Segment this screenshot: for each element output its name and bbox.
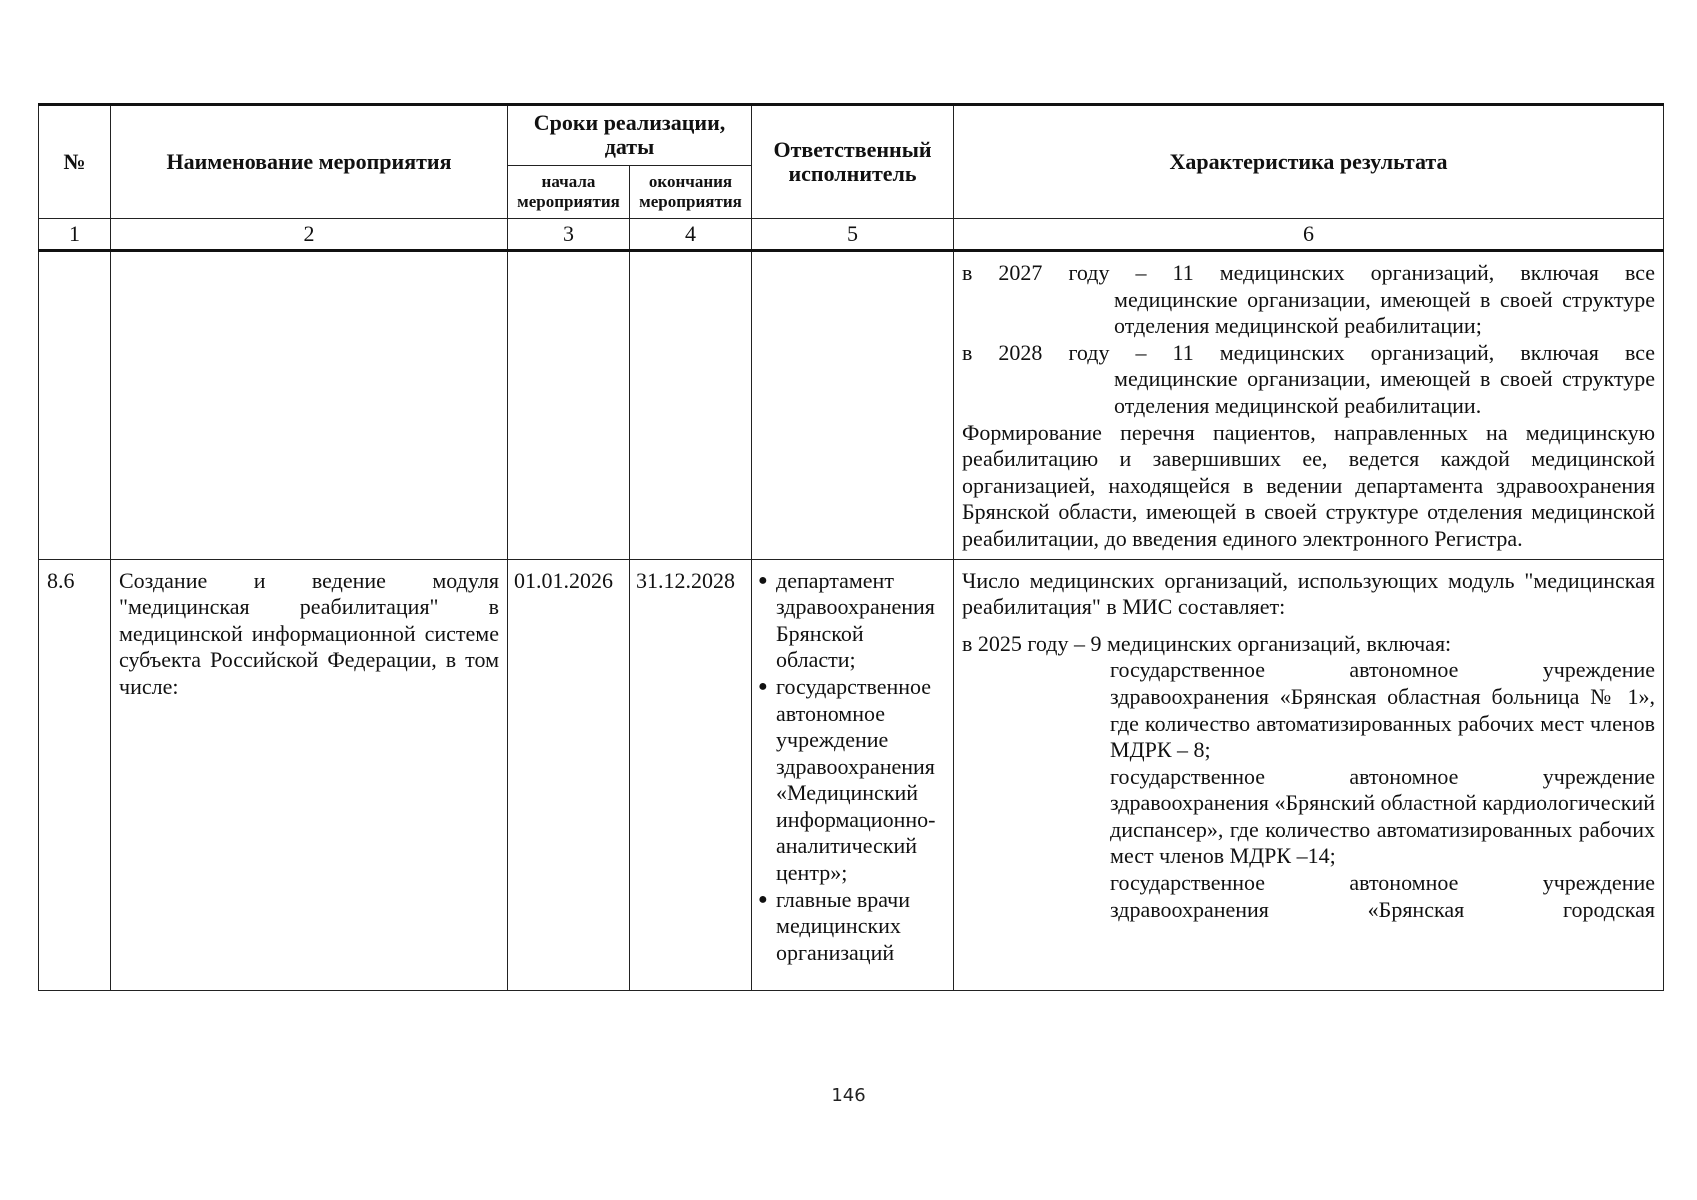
cont-start-cell [508, 251, 630, 560]
responsible-item-3: главные врачи медицинских организаций [776, 886, 910, 965]
cont-responsible-cell [752, 251, 954, 560]
row-8-6-num: 8.6 [39, 559, 111, 990]
cont-num-cell [39, 251, 111, 560]
col-number-2: 2 [111, 219, 508, 251]
bullet-icon: ● [758, 677, 768, 695]
responsible-item-1: департамент здравоохранения Брянской области; [776, 567, 935, 673]
result-2028-lead: в 2028 году – 11 медицинских организаций, включая все [962, 339, 1656, 365]
list-item [756, 568, 945, 674]
header-end: окончания мероприятия [630, 165, 752, 218]
header-terms: Сроки реализации, даты [508, 105, 752, 166]
bullet-icon: ● [758, 890, 768, 908]
header-start: начала мероприятия [508, 165, 630, 218]
header-name: Наименование мероприятия [111, 105, 508, 219]
result-intro: Число медицинских организаций, использующих модуль "медицинская реабилитация" в МИС составляет: [962, 567, 1656, 620]
row-8-6-result [954, 559, 1664, 990]
result-org-2: государственное автономное учреждение здравоохранения «Брянский областной кардиологический диспансер», где количество автоматизированных рабочих мест членов МДРК –14; [1110, 763, 1656, 869]
cont-end-cell [630, 251, 752, 560]
row-8-6-name: Создание и ведение модуля "медицинская реабилитация" в медицинской информационной системе субъекта Российской Федерации, в том числе: [111, 559, 508, 990]
header-row [39, 105, 1664, 166]
page-number: 146 [831, 1085, 866, 1106]
col-number-3: 3 [508, 219, 630, 251]
col-number-1: 1 [39, 219, 111, 251]
result-org-3: государственное автономное учреждение здравоохранения «Брянская городская [1110, 870, 1656, 922]
responsible-list [756, 568, 945, 967]
result-2027-lead: в 2027 году – 11 медицинских организаций, включая все [962, 260, 1656, 285]
list-item [756, 887, 945, 967]
cont-name-cell [111, 251, 508, 560]
col-number-6: 6 [954, 219, 1664, 251]
row-8-6-end: 31.12.2028 [630, 559, 752, 990]
table-row-continuation [39, 251, 1664, 560]
col-number-4: 4 [630, 219, 752, 251]
row-8-6-responsible [752, 559, 954, 990]
bullet-icon: ● [758, 571, 768, 589]
header-result: Характеристика результата [954, 105, 1664, 219]
list-item [756, 674, 945, 887]
col-number-5: 5 [752, 219, 954, 251]
cont-result-cell [954, 251, 1664, 560]
row-8-6-start: 01.01.2026 [508, 559, 630, 990]
result-2027-rest: медицинские организации, имеющей в своей структуре отделения медицинской реабилитации; [1114, 286, 1656, 339]
result-2025: в 2025 году – 9 медицинских организаций, включая: [962, 630, 1452, 656]
responsible-item-2: государственное автономное учреждение здравоохранения «Медицинский информационно-аналитический центр»; [776, 673, 936, 886]
result-org-1: государственное автономное учреждение здравоохранения «Брянская областная больница № 1», где количество автоматизированных рабочих мест членов МДРК – 8; [1110, 657, 1656, 763]
measures-table [38, 103, 1664, 991]
result-2028-rest: медицинские организации, имеющей в своей структуре отделения медицинской реабилитации. [1114, 366, 1656, 418]
table-row-8-6 [39, 559, 1664, 990]
column-number-row [39, 219, 1664, 251]
header-responsible: Ответственный исполнитель [752, 105, 954, 219]
header-num: № [39, 105, 111, 219]
result-formation: Формирование перечня пациентов, направленных на медицинскую реабилитацию и завершивших ее, ведется каждой медицинской организацией, находящейся в ведении департамента здравоохранения Брянской области, имеющей в своей структуре отделения медицинской реабилитации, до введения единого электронного Регистра. [962, 419, 1656, 551]
